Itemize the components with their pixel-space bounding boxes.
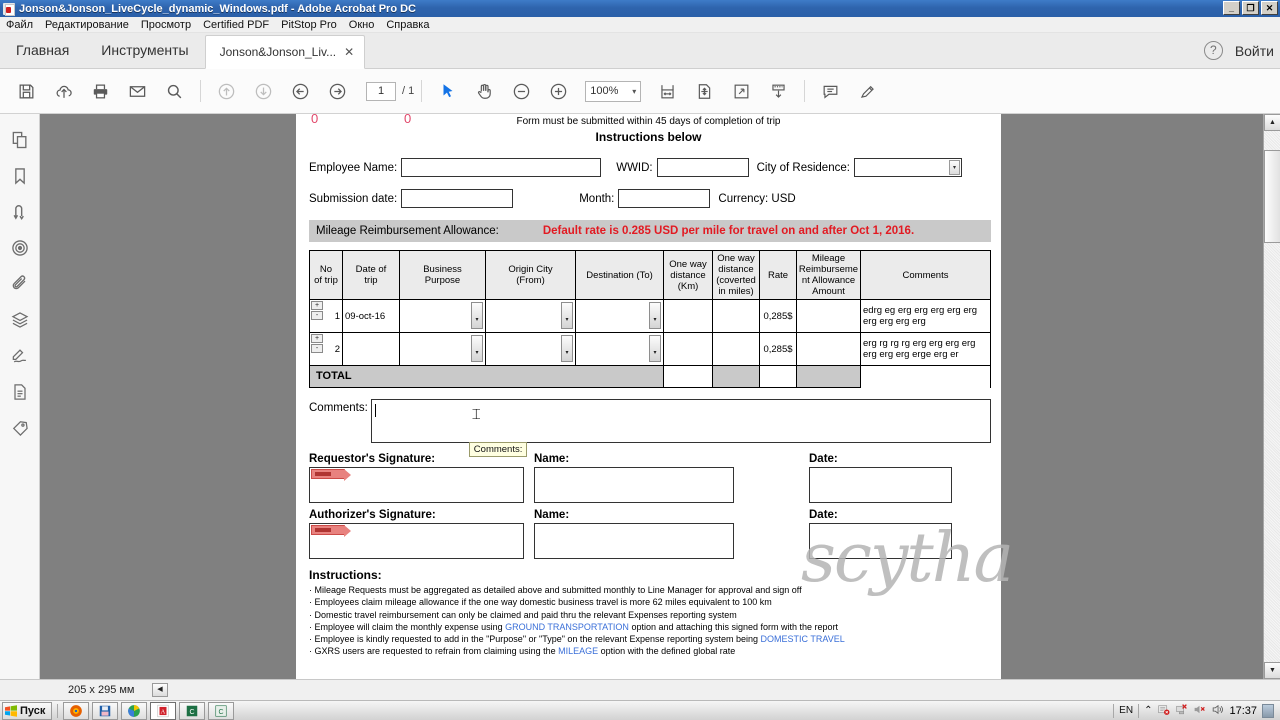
- fullscreen-icon[interactable]: [723, 73, 760, 110]
- status-bar: [0, 679, 1280, 700]
- cut-red-text-left: 0: [311, 114, 319, 126]
- authorizer-name-label: Name:: [534, 509, 570, 521]
- cloud-upload-icon[interactable]: [45, 73, 82, 110]
- row2-remove-button[interactable]: -: [311, 344, 323, 353]
- chevron-down-icon[interactable]: ▾: [649, 302, 661, 329]
- currency-label: Currency: USD: [718, 192, 796, 205]
- requestor-name-field[interactable]: [534, 467, 734, 503]
- instructions-section: [309, 568, 991, 658]
- page-thumbnails-icon[interactable]: [8, 128, 32, 152]
- form-content: [296, 116, 1001, 658]
- attachments-icon[interactable]: [8, 272, 32, 296]
- vertical-scrollbar[interactable]: [1263, 114, 1280, 679]
- row1-purpose[interactable]: [400, 300, 486, 333]
- clock[interactable]: 17:37: [1229, 704, 1257, 717]
- instruction-text: · GXRS users are requested to refrain from claiming using the: [309, 646, 559, 657]
- comments-textarea[interactable]: [371, 399, 991, 455]
- row1-add-button[interactable]: +: [311, 301, 323, 310]
- mileage-table-wrap: [309, 250, 991, 388]
- network-error-icon[interactable]: [1175, 703, 1188, 719]
- row2-date[interactable]: [343, 333, 400, 366]
- row2-rate: 0,285$: [760, 333, 797, 366]
- wwid-label: WWID:: [616, 161, 653, 174]
- submission-date-field[interactable]: [401, 189, 513, 208]
- menu-item-pitstop-pro[interactable]: PitStop Pro: [281, 18, 337, 31]
- submission-notice: Form must be submitted within 45 days of completion of trip: [516, 116, 781, 127]
- authorizer-name-field[interactable]: [534, 523, 734, 559]
- row1-remove-button[interactable]: -: [311, 311, 323, 320]
- col-date-of-trip: Date of trip: [343, 251, 400, 300]
- col-rate: Rate: [760, 251, 797, 300]
- tray-separator-2: [1138, 704, 1139, 718]
- show-desktop-button[interactable]: [1262, 704, 1274, 718]
- total-miles: [713, 366, 760, 388]
- instruction-line: [309, 645, 991, 657]
- document-tab-label: Jonson&Jonson_Liv...: [219, 45, 337, 59]
- instruction-text: option with the defined global rate: [598, 646, 736, 657]
- back-icon[interactable]: [282, 73, 319, 110]
- row1-no-value: 1: [334, 310, 340, 322]
- city-of-residence-label: City of Residence:: [756, 161, 850, 174]
- requestor-name-label: Name:: [534, 453, 570, 465]
- row1-comments[interactable]: edrg eg erg erg erg erg erg erg erg erg erg: [861, 300, 991, 333]
- toolbar: [0, 69, 1280, 114]
- show-hidden-icons-button[interactable]: ⌃: [1144, 705, 1153, 716]
- email-icon[interactable]: [119, 73, 156, 110]
- menu-bar: [0, 17, 1280, 33]
- i-beam-cursor: ⌶: [471, 407, 481, 423]
- row1-rate: 0,285$: [760, 300, 797, 333]
- table-header-row: [310, 251, 991, 300]
- instruction-text: · Mileage Requests must be aggregated as detailed above and submitted monthly to Line Manager for approval and sign off: [309, 585, 802, 595]
- browser-taskbar-icon[interactable]: [121, 702, 147, 720]
- chevron-down-icon[interactable]: ▾: [649, 335, 661, 362]
- text-caret: [375, 404, 376, 417]
- instructions-title: Instructions:: [309, 568, 382, 582]
- print-icon[interactable]: [82, 73, 119, 110]
- taskbar: [0, 700, 1280, 720]
- zoom-level-value: 100%: [590, 85, 619, 97]
- menu-item-help[interactable]: Справка: [386, 18, 430, 31]
- tab-home[interactable]: Главная: [16, 42, 70, 58]
- city-of-residence-select[interactable]: [854, 158, 962, 177]
- instructions-list: [309, 584, 991, 658]
- search-icon[interactable]: [156, 73, 193, 110]
- instruction-text: · Employees claim mileage allowance if the one way domestic business travel is more 62 miles equivalent to 100 km: [309, 597, 772, 608]
- col-origin-city: Origin City (From): [486, 251, 576, 300]
- instruction-line: [309, 633, 991, 645]
- zoom-in-icon[interactable]: [540, 73, 577, 110]
- acrobat-icon: [3, 3, 15, 15]
- save-taskbar-icon[interactable]: [92, 702, 118, 720]
- instruction-text: option and attaching this signed form with the report: [628, 621, 839, 632]
- col-comments: Comments: [861, 251, 991, 300]
- total-comments-blank: [861, 366, 991, 388]
- layers-icon[interactable]: [8, 308, 32, 332]
- volume-muted-icon[interactable]: [1193, 703, 1206, 719]
- requestor-signature-row: [309, 453, 991, 503]
- sign-in-button[interactable]: Войти: [1234, 42, 1274, 59]
- requestor-date-field[interactable]: [809, 467, 952, 503]
- tray-separator: [1113, 704, 1114, 718]
- instruction-line: [309, 596, 991, 608]
- row1-add-remove-spinner[interactable]: [311, 301, 323, 320]
- chevron-down-icon[interactable]: ▾: [561, 335, 573, 362]
- top-band: [0, 33, 1280, 69]
- close-button[interactable]: ✕: [1261, 1, 1278, 15]
- authorizer-signature-label: Authorizer's Signature:: [309, 509, 436, 521]
- excel-taskbar-icon[interactable]: [179, 702, 205, 720]
- watermark: scytha: [801, 519, 1013, 598]
- fit-page-icon[interactable]: [686, 73, 723, 110]
- top-band-right: [1204, 41, 1280, 68]
- authorizer-signature-field[interactable]: [309, 523, 524, 559]
- row2-purpose[interactable]: [400, 333, 486, 366]
- wwid-field[interactable]: [657, 158, 749, 177]
- row2-km[interactable]: [664, 333, 713, 366]
- table-row: [310, 300, 991, 333]
- requestor-signature-label: Requestor's Signature:: [309, 453, 436, 465]
- excel2-taskbar-icon[interactable]: [208, 702, 234, 720]
- chevron-down-icon[interactable]: ▾: [561, 302, 573, 329]
- scrollbar-thumb[interactable]: [1264, 150, 1280, 243]
- acrobat-taskbar-icon[interactable]: [150, 702, 176, 720]
- employee-name-label: Employee Name:: [309, 161, 398, 174]
- quicklaunch-separator: [57, 704, 58, 718]
- minimize-button[interactable]: _: [1223, 1, 1240, 15]
- signature-flag-icon: [311, 469, 345, 479]
- hand-tool-icon[interactable]: [466, 73, 503, 110]
- help-icon[interactable]: ?: [1204, 41, 1223, 60]
- instruction-line: [309, 621, 991, 633]
- col-destination: Destination (To): [576, 251, 664, 300]
- page-number-input[interactable]: 1: [366, 82, 396, 101]
- mileage-link[interactable]: MILEAGE: [558, 646, 599, 657]
- month-field[interactable]: [618, 189, 710, 208]
- chevron-down-icon: ▾: [632, 86, 637, 96]
- instructions-below-heading: Instructions below: [595, 130, 702, 144]
- scroll-up-button[interactable]: ▲: [1264, 114, 1280, 131]
- menu-item-view[interactable]: Просмотр: [140, 18, 192, 31]
- row1-miles: [713, 300, 760, 333]
- signature-flag-icon: [311, 525, 345, 535]
- arrow-down-icon[interactable]: [245, 73, 282, 110]
- submission-date-label: Submission date:: [309, 192, 398, 205]
- allowance-banner: [309, 220, 991, 242]
- month-label: Month:: [579, 192, 615, 205]
- target-icon[interactable]: [8, 236, 32, 260]
- windows-logo-icon: [5, 705, 17, 717]
- cut-red-text-right: 0: [404, 114, 412, 126]
- scroll-down-button[interactable]: ▼: [1264, 662, 1280, 679]
- firefox-taskbar-icon[interactable]: [63, 702, 89, 720]
- row1-origin[interactable]: [486, 300, 576, 333]
- row2-miles: [713, 333, 760, 366]
- total-km: [664, 366, 713, 388]
- horizontal-scroll-left-button[interactable]: ◀: [152, 683, 168, 697]
- instruction-text: · Employee is kindly requested to add in the "Purpose" or "Type" on the relevant Expense reporting system being: [309, 634, 761, 645]
- total-label: TOTAL: [310, 366, 664, 388]
- fit-width-icon[interactable]: [649, 73, 686, 110]
- menu-item-file[interactable]: Файл: [6, 18, 34, 31]
- comments-section: [309, 399, 991, 455]
- page-dimensions-label: 205 x 295 мм: [68, 684, 135, 696]
- pdf-page: [296, 114, 1001, 679]
- table-row: [310, 333, 991, 366]
- scroll-mode-icon[interactable]: [760, 73, 797, 110]
- svg-text:C: C: [218, 708, 224, 716]
- comments-tooltip: Comments:: [469, 442, 528, 457]
- instruction-text: · Employee will claim the monthly expense using: [309, 621, 506, 632]
- bookmarks-icon[interactable]: [8, 164, 32, 188]
- arrow-up-icon[interactable]: [208, 73, 245, 110]
- volume-icon[interactable]: [1211, 703, 1224, 719]
- select-tool-icon[interactable]: [429, 73, 466, 110]
- employee-name-field[interactable]: [401, 158, 601, 177]
- allowance-rate-text: Default rate is 0.285 USD per mile for travel on and after Oct 1, 2016.: [542, 225, 915, 237]
- instruction-line: [309, 609, 991, 621]
- toolbar-separator-2: [421, 80, 422, 102]
- svg-text:A: A: [161, 707, 166, 715]
- row2-no-value: 2: [334, 343, 340, 355]
- row2-amount: [797, 333, 861, 366]
- col-no-of-trip: No of trip: [310, 251, 343, 300]
- comment-icon[interactable]: [812, 73, 849, 110]
- chevron-down-icon[interactable]: ▾: [471, 302, 483, 329]
- page-total-label: / 1: [402, 85, 415, 97]
- document-tab[interactable]: [205, 35, 366, 69]
- instruction-text: · Domestic travel reimbursement can only be claimed and paid thru the relevant Expenses reporting system: [309, 609, 737, 620]
- window-controls: [1223, 1, 1278, 15]
- mileage-table: [309, 250, 991, 388]
- row1-date[interactable]: 09-oct-16: [343, 300, 400, 333]
- row2-destination[interactable]: [576, 333, 664, 366]
- language-indicator[interactable]: EN: [1119, 705, 1134, 716]
- window-title: Jonson&Jonson_LiveCycle_dynamic_Windows.pdf - Adobe Acrobat Pro DC: [19, 2, 416, 15]
- row2-add-remove-spinner[interactable]: [311, 334, 323, 353]
- content-icon[interactable]: [8, 380, 32, 404]
- signature-icon[interactable]: [8, 344, 32, 368]
- tags-icon[interactable]: [8, 416, 32, 440]
- table-total-row: [310, 366, 991, 388]
- comments-label: Comments:: [309, 402, 368, 414]
- authorizer-date-label: Date:: [809, 509, 838, 521]
- row1-km[interactable]: [664, 300, 713, 333]
- col-one-way-km: One way distance (Km): [664, 251, 713, 300]
- row1-no: [310, 300, 343, 333]
- instruction-line: [309, 584, 991, 596]
- row2-add-button[interactable]: +: [311, 334, 323, 343]
- security-alert-icon[interactable]: [1157, 703, 1170, 719]
- menu-item-certified-pdf[interactable]: Certified PDF: [203, 18, 270, 31]
- forward-icon[interactable]: [319, 73, 356, 110]
- ground-transportation-link[interactable]: GROUND TRANSPORTATION: [505, 621, 629, 632]
- tab-tools[interactable]: Инструменты: [101, 42, 189, 58]
- requestor-signature-field[interactable]: [309, 467, 524, 503]
- title-bar: [0, 0, 1280, 17]
- row2-origin[interactable]: [486, 333, 576, 366]
- col-mileage-amount: Mileage Reimburseme nt Allowance Amount: [797, 251, 861, 300]
- row1-destination[interactable]: [576, 300, 664, 333]
- chevron-down-icon[interactable]: ▾: [949, 160, 960, 175]
- save-icon[interactable]: [8, 73, 45, 110]
- row2-no: [310, 333, 343, 366]
- zoom-level-select[interactable]: [585, 81, 641, 102]
- svg-text:C: C: [189, 708, 195, 716]
- authorizer-date-field[interactable]: [809, 523, 952, 559]
- redo-arrow-icon[interactable]: [8, 200, 32, 224]
- total-rate: [760, 366, 797, 388]
- menu-item-edit[interactable]: Редактирование: [45, 18, 129, 31]
- menu-item-window[interactable]: Окно: [348, 18, 375, 31]
- allowance-label: Mileage Reimbursement Allowance:: [316, 225, 499, 237]
- start-button[interactable]: [2, 702, 52, 720]
- requestor-date-label: Date:: [809, 453, 838, 465]
- row1-amount: [797, 300, 861, 333]
- close-icon[interactable]: ✕: [344, 45, 355, 59]
- row2-comments[interactable]: erg rg rg rg erg erg erg erg erg erg erg erge erg er: [861, 333, 991, 366]
- pdf-viewer: [41, 114, 1263, 679]
- start-label: Пуск: [20, 704, 46, 717]
- authorizer-signature-row: [309, 509, 991, 559]
- zoom-out-icon[interactable]: [503, 73, 540, 110]
- maximize-button[interactable]: ❐: [1242, 1, 1259, 15]
- toolbar-separator-3: [804, 80, 805, 102]
- system-tray: [1113, 703, 1278, 719]
- total-amount: [797, 366, 861, 388]
- col-business-purpose: Business Purpose: [400, 251, 486, 300]
- chevron-down-icon[interactable]: ▾: [471, 335, 483, 362]
- domestic-travel-link[interactable]: DOMESTIC TRAVEL: [760, 634, 845, 645]
- navigation-rail: [0, 114, 40, 679]
- col-one-way-miles: One way distance (coverted in miles): [713, 251, 760, 300]
- toolbar-separator: [200, 80, 201, 102]
- highlight-icon[interactable]: [849, 73, 886, 110]
